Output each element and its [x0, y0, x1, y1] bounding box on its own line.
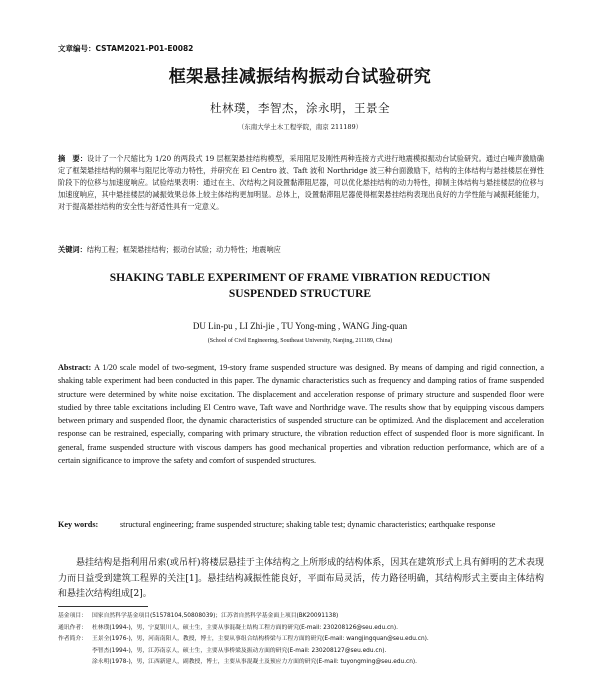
chinese-abstract	[58, 153, 544, 213]
english-abstract-label: Abstract:	[58, 363, 92, 372]
footnote-label: 通讯作者：	[58, 624, 87, 631]
footnote-author-bio	[58, 634, 548, 646]
chinese-keywords	[58, 245, 544, 255]
chinese-abstract-text: 设计了一个尺缩比为 1/20 的两段式 19 层框架悬挂结构模型，采用阻尼及刚性两种连接方式进行地震模拟振动台试验研究。通过白噪声激励确定了框架悬挂结构的频率与阻尼比等动力特性，并研究在 El Centro 波、Taft 波和 Northridge 波三种台面激励下，结构的主体结构与悬挂楼层在弹性阶段下的位移与加速度响应。试验结果表明：通过在主、次结构之间设置黏滞阻尼器，可以优化悬挂结构的动力特性，抑制主体结构与悬挂楼层的位移与加速度响应，其中悬挂楼层的减振效果总体上较主体结构更加明显。总体上，设置黏滞阻尼器使得框架悬挂结构表现出良好的力学性能与减振耗能能力，对于提高悬挂结构的安全性与舒适性具有一定意义。	[58, 154, 544, 211]
footnote-text: 杜林璞(1994-)，男，宁夏银川人，硕士生，主要从事混凝土结构工程方面的研究(E-mail: 230208126@seu.edu.cn).	[92, 624, 398, 631]
footnote-author-bio	[58, 657, 548, 669]
english-abstract-text: A 1/20 scale model of two-segment, 19-story frame suspended structure was designed. By means of damping and rigid connection, a shaking table experiment had been conducted in this paper. The dynamic characteristics such as frequency and damping ratios of frame suspended structure were determined by white noise excitation. The displacement and acceleration response of primary structure and suspended floor were studied by three table excitations including El Centro wave, Taft wave and Northridge wave. The results show that by equipping viscous dampers between primary and suspended floor, the dynamic characteristics of suspended structure can be optimized. And the displacement and acceleration response can be restrained, especially, comparing with primary structure, the vibration reduction effect of suspended floor is more significant. In general, frame suspended structure with viscous dampers has good mechanical properties and vibration reduction performance, which are of a certain significance to improve the safety and comfort of suspended structures.	[58, 363, 545, 466]
english-title-line-1: SHAKING TABLE EXPERIMENT OF FRAME VIBRATION REDUCTION	[109, 272, 491, 284]
english-authors: DU Lin-pu , LI Zhi-jie , TU Yong-ming , WANG Jing-quan	[192, 321, 408, 331]
chinese-affiliation: （东南大学土木工程学院，南京 211189）	[237, 123, 363, 131]
chinese-title: 框架悬挂减振结构振动台试验研究	[168, 67, 432, 87]
english-abstract	[58, 361, 544, 467]
footnote-corresponding-author	[58, 623, 548, 635]
chinese-keywords-text: 结构工程；框架悬挂结构；振动台试验；动力特性；地震响应	[86, 245, 281, 254]
introduction-paragraph: 悬挂结构是指利用吊索(或吊杆)将楼层悬挂于主体结构之上所形成的结构体系，因其在建筑形式上具有鲜明的艺术表现力而日益受到建筑工程界的关注[1]。悬挂结构减振性能良好，平面布局灵活，传力路径明确，其结构形式主要由主体结构和悬挂次结构组成[2]。	[58, 558, 544, 599]
footnote-text: 涂永明(1978-)，男，江西新建人，副教授，博士，主要从事混凝土及预应力方面的研究(E-mail: tuyongming@seu.edu.cn).	[92, 659, 418, 665]
footnote-divider	[58, 606, 148, 607]
footnote-funding	[58, 611, 548, 623]
english-title	[0, 270, 600, 302]
footnote-text: 王景全(1976-)，男，河南南阳人，教授，博士，主要从事组合结构桥梁与工程方面的研究(E-mail: wangjingquan@seu.edu.cn).	[92, 636, 429, 642]
footnotes	[58, 611, 548, 669]
chinese-keywords-label: 关键词：	[58, 245, 87, 254]
footnote-label: 作者简介：	[58, 636, 87, 642]
english-keywords-label: Key words:	[58, 520, 99, 529]
document-number: 文章编号：CSTAM2021-P01-E0082	[58, 44, 194, 53]
english-keywords	[58, 518, 544, 531]
chinese-abstract-label: 摘 要：	[58, 154, 88, 163]
footnote-text: 李智杰(1994-)，男，江苏南京人，硕士生，主要从事桥梁及振动方面的研究(E-mail: 230208127@seu.edu.cn).	[92, 647, 387, 654]
footnote-author-bio	[58, 646, 548, 658]
footnote-text: 国家自然科学基金项目(51578104,50808039)；江苏省自然科学基金面上项目(BK20091138)	[92, 613, 339, 619]
footnote-label: 基金项目：	[58, 613, 87, 619]
english-title-line-2: SUSPENDED STRUCTURE	[228, 288, 372, 300]
chinese-authors: 杜林璞，李智杰，涂永明，王景全	[210, 101, 390, 115]
english-keywords-text: structural engineering; frame suspended structure; shaking table test; dynamic characteristics; earthquake response	[120, 520, 496, 529]
english-affiliation: (School of Civil Engineering, Southeast University, Nanjing, 211189, China)	[207, 338, 393, 344]
